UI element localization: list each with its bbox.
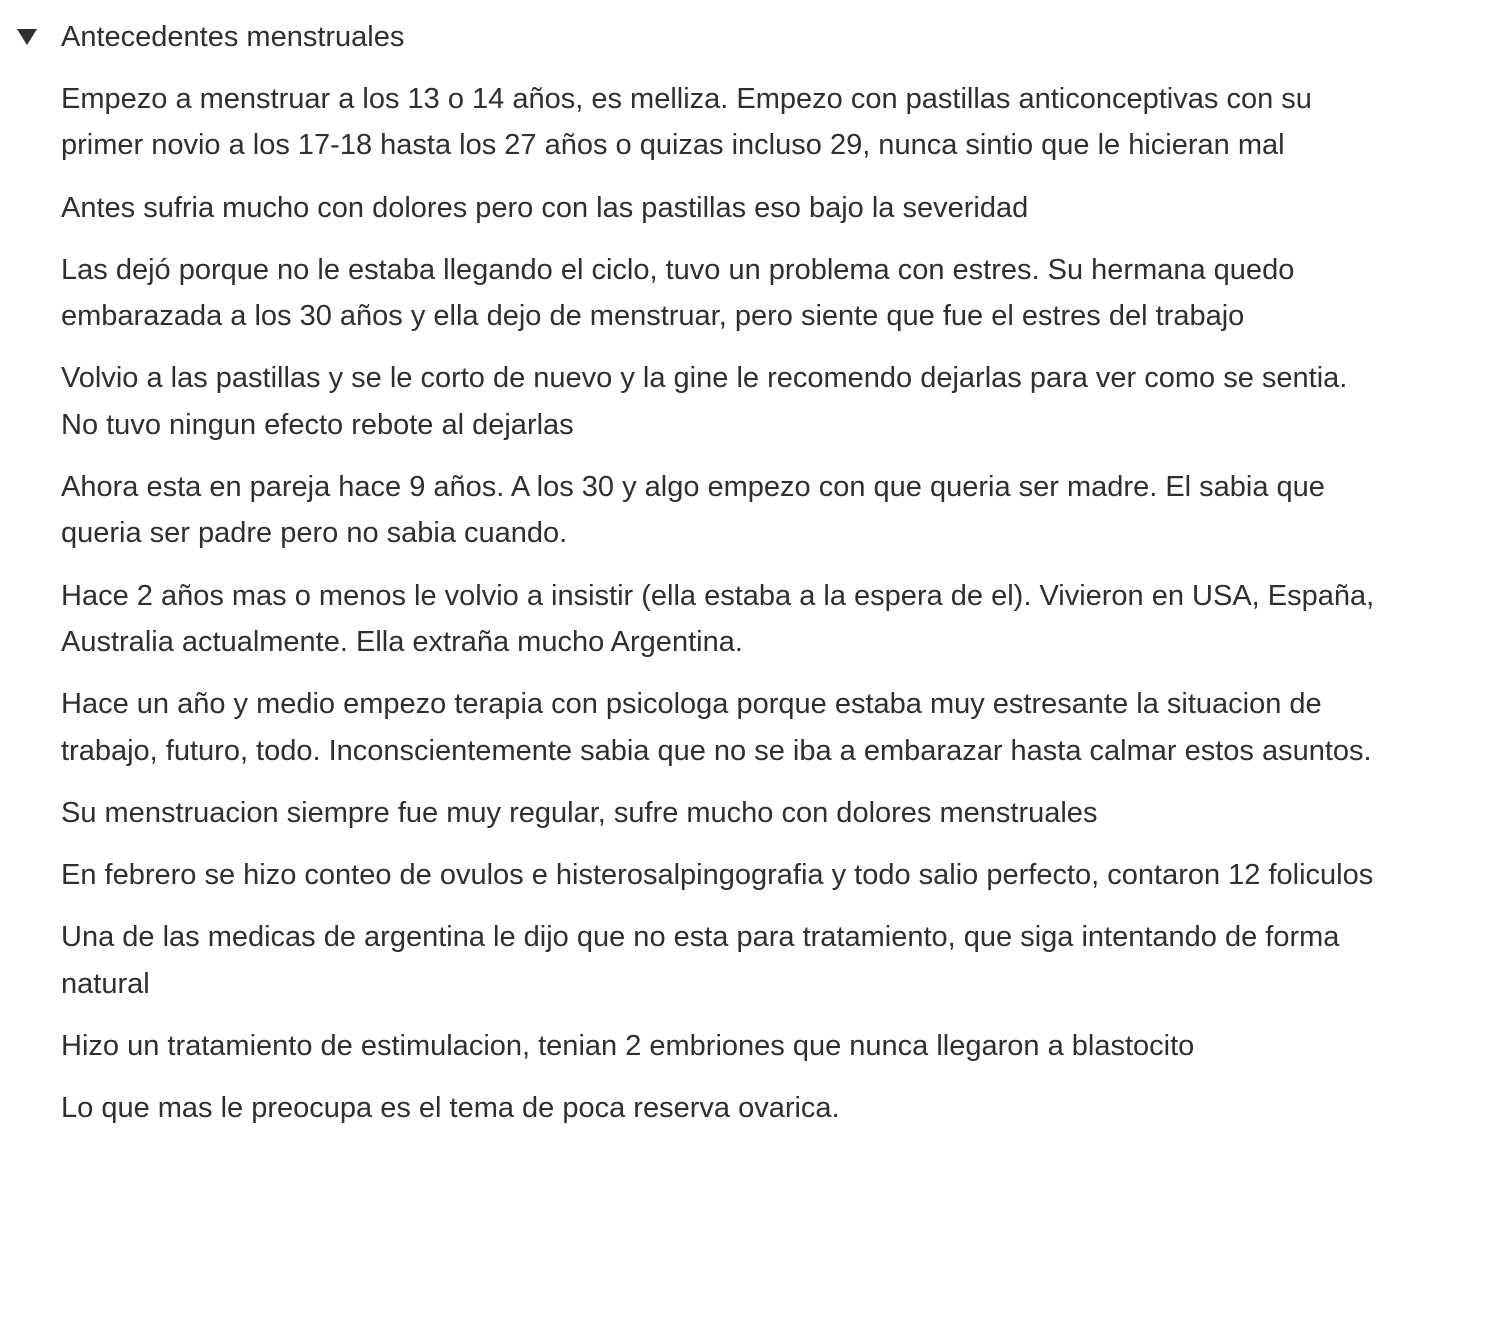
paragraph[interactable]: Ahora esta en pareja hace 9 años. A los 30 y algo empezo con que queria ser madre. El sabia que queria ser padre pero no sabia cuando. bbox=[61, 471, 1325, 550]
paragraph[interactable]: Las dejó porque no le estaba llegando el ciclo, tuvo un problema con estres. Su hermana quedo embarazada a los 30 años y ella dejo de menstruar, pero siente que fue el estres del trabajo bbox=[61, 253, 1295, 333]
paragraph[interactable]: Una de las medicas de argentina le dijo que no esta para tratamiento, que siga intentando de forma natural bbox=[61, 921, 1340, 1000]
paragraph[interactable]: Su menstruacion siempre fue muy regular, sufre mucho con dolores menstruales bbox=[61, 796, 1098, 829]
paragraph[interactable]: En febrero se hizo conteo de ovulos e histerosalpingografia y todo salio perfecto, contaron 12 foliculos bbox=[61, 859, 1374, 892]
paragraph[interactable]: Antes sufria mucho con dolores pero con las pastillas eso bajo la severidad bbox=[61, 191, 1029, 224]
paragraph[interactable]: Empezo a menstruar a los 13 o 14 años, es melliza. Empezo con pastillas anticonceptivas con su primer novio a los 17-18 hasta los 27 años o quizas incluso 29, nunca sintio que le hicieran mal bbox=[61, 83, 1312, 162]
paragraph[interactable]: Volvio a las pastillas y se le corto de nuevo y la gine le recomendo dejarlas para ver como se sentia. No tuvo ningun efecto rebote al dejarlas bbox=[61, 362, 1348, 441]
triangle-down-icon[interactable] bbox=[17, 29, 37, 45]
toggle-title: Antecedentes menstruales bbox=[61, 21, 405, 53]
paragraph[interactable]: Hizo un tratamiento de estimulacion, tenian 2 embriones que nunca llegaron a blastocito bbox=[61, 1030, 1195, 1063]
toggle-content bbox=[61, 76, 1381, 1148]
paragraph[interactable]: Hace 2 años mas o menos le volvio a insistir (ella estaba a la espera de el). Vivieron en USA, España, Australia actualmente. Ella extraña mucho Argentina. bbox=[61, 579, 1375, 658]
paragraph[interactable]: Lo que mas le preocupa es el tema de poca reserva ovarica. bbox=[61, 1092, 840, 1125]
paragraph[interactable]: Hace un año y medio empezo terapia con psicologa porque estaba muy estresante la situacion de trabajo, futuro, todo. Inconscientemente sabia que no se iba a embarazar hasta calmar estos asuntos. bbox=[61, 688, 1372, 767]
